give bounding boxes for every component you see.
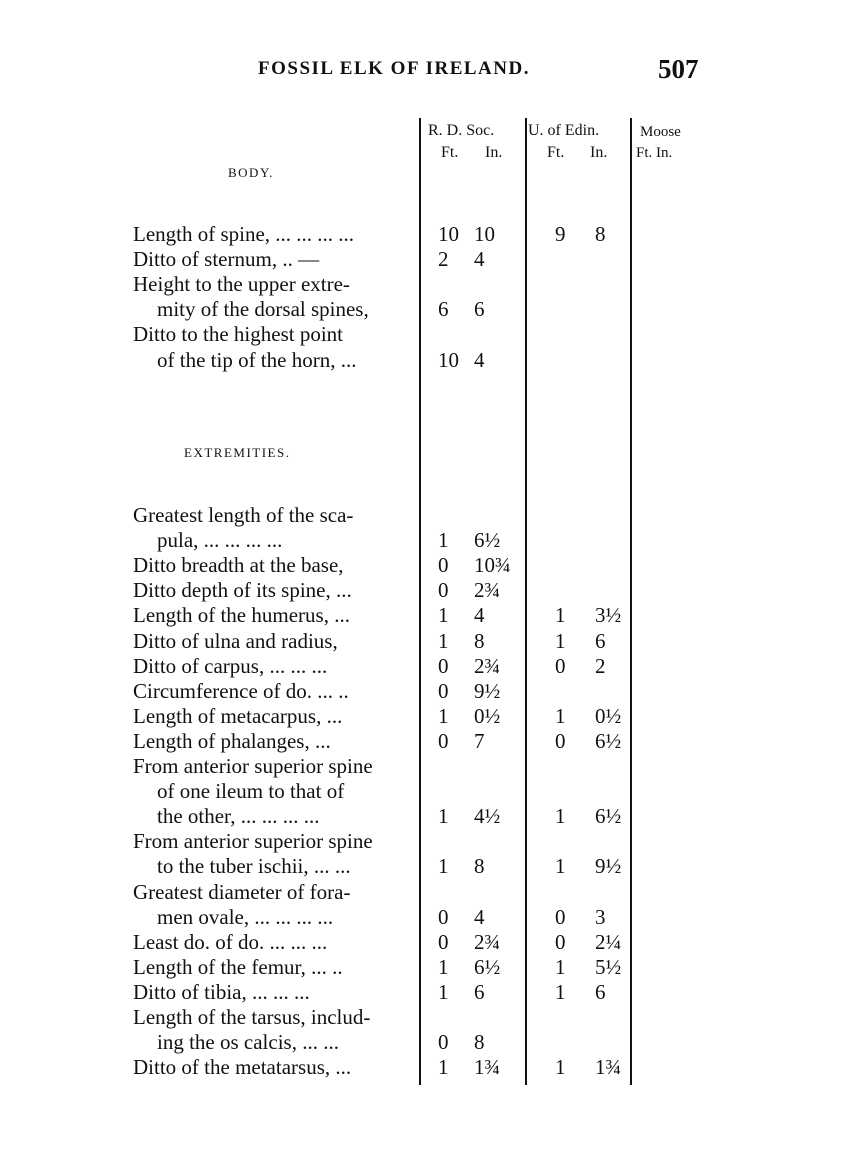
value-rd-in: 6	[474, 297, 485, 322]
value-rd-in: 8	[474, 854, 485, 879]
row-label: Ditto to the highest point	[133, 322, 343, 347]
value-ue-in: 1¾	[595, 1055, 622, 1080]
table-row	[0, 654, 850, 678]
table-row	[0, 905, 850, 929]
row-label: ing the os calcis, ... ...	[157, 1030, 339, 1055]
value-rd-ft: 0	[438, 1030, 449, 1055]
value-ue-ft: 1	[555, 1055, 566, 1080]
value-rd-ft: 10	[438, 222, 459, 246]
row-label: From anterior superior spine	[133, 754, 373, 778]
col-head-rd-in: In.	[485, 144, 503, 161]
value-ue-in: 0½	[595, 703, 622, 728]
value-rd-ft: 1	[438, 528, 449, 553]
table-row	[0, 553, 850, 577]
running-head: FOSSIL ELK OF IRELAND.	[258, 58, 530, 79]
table-row	[0, 247, 850, 271]
value-rd-in: 10¾	[474, 553, 511, 578]
row-label: to the tuber ischii, ... ...	[157, 854, 351, 879]
value-ue-in: 5½	[595, 954, 622, 979]
value-rd-in: 4	[474, 603, 485, 628]
value-rd-in: 9½	[474, 678, 501, 703]
value-rd-ft: 1	[438, 979, 449, 1004]
value-rd-in: 4	[474, 904, 485, 929]
value-rd-ft: 1	[438, 854, 449, 879]
table-row	[0, 779, 850, 803]
row-label: Ditto breadth at the base,	[133, 553, 344, 578]
table-row	[0, 503, 850, 527]
row-label: Ditto of tibia, ... ... ...	[133, 979, 310, 1004]
row-label: Length of metacarpus, ...	[133, 703, 343, 728]
row-label: Length of the humerus, ...	[133, 603, 350, 628]
col-head-u-edin: U. of Edin.	[528, 122, 600, 139]
value-rd-ft: 1	[438, 954, 449, 979]
row-label: From anterior superior spine	[133, 829, 373, 854]
table-row	[0, 679, 850, 703]
value-rd-in: 4½	[474, 804, 501, 829]
value-rd-in: 2¾	[474, 929, 501, 954]
value-rd-ft: 1	[438, 1055, 449, 1080]
row-label: Circumference of do. ... ..	[133, 678, 349, 703]
value-rd-ft: 1	[438, 628, 449, 653]
table-row	[0, 348, 850, 372]
value-ue-in: 3½	[595, 603, 622, 628]
table-row	[0, 854, 850, 878]
value-rd-ft: 6	[438, 297, 449, 322]
table-row	[0, 880, 850, 904]
value-rd-in: 6½	[474, 954, 501, 979]
value-rd-in: 2¾	[474, 578, 501, 603]
row-label: Length of the tarsus, includ-	[133, 1005, 371, 1029]
table-row	[0, 704, 850, 728]
value-ue-ft: 1	[555, 703, 566, 728]
row-label: Ditto of sternum, .. —	[133, 247, 320, 272]
table-row	[0, 980, 850, 1004]
value-ue-ft: 1	[555, 804, 566, 829]
table-row	[0, 1005, 850, 1029]
row-label: mity of the dorsal spines,	[157, 297, 369, 322]
table-row	[0, 1055, 850, 1079]
section-heading-body: BODY.	[228, 165, 274, 180]
value-ue-ft: 1	[555, 628, 566, 653]
col-head-rd-ft: Ft.	[441, 144, 459, 161]
col-head-moose-ft-in: Ft. In.	[636, 145, 673, 161]
row-label: Ditto depth of its spine, ...	[133, 578, 352, 603]
value-rd-ft: 1	[438, 804, 449, 829]
value-rd-in: 6½	[474, 528, 501, 553]
table-row	[0, 578, 850, 602]
value-ue-in: 9½	[595, 854, 622, 879]
table-row	[0, 955, 850, 979]
value-ue-in: 2	[595, 653, 606, 678]
value-ue-ft: 1	[555, 954, 566, 979]
row-label: Ditto of carpus, ... ... ...	[133, 653, 328, 678]
row-label: Ditto of ulna and radius,	[133, 628, 338, 653]
table-row	[0, 829, 850, 853]
value-ue-in: 6	[595, 979, 606, 1004]
value-ue-ft: 1	[555, 854, 566, 879]
value-rd-in: 8	[474, 628, 485, 653]
value-ue-ft: 0	[555, 728, 566, 753]
table-row	[0, 804, 850, 828]
value-ue-ft: 1	[555, 603, 566, 628]
value-ue-in: 8	[595, 222, 606, 246]
page-number: 507	[658, 54, 699, 84]
value-ue-in: 6	[595, 628, 606, 653]
value-rd-in: 4	[474, 247, 485, 272]
value-rd-ft: 1	[438, 703, 449, 728]
value-rd-in: 4	[474, 347, 485, 372]
value-rd-ft: 0	[438, 578, 449, 603]
value-ue-ft: 1	[555, 979, 566, 1004]
value-rd-ft: 2	[438, 247, 449, 272]
table-row	[0, 1030, 850, 1054]
table-row	[0, 297, 850, 321]
row-label: Greatest diameter of fora-	[133, 879, 351, 904]
row-label: pula, ... ... ... ...	[157, 528, 283, 553]
row-label: men ovale, ... ... ... ...	[157, 904, 334, 929]
value-ue-ft: 0	[555, 904, 566, 929]
col-head-ue-in: In.	[590, 144, 608, 161]
row-label: Ditto of the metatarsus, ...	[133, 1055, 352, 1080]
table-row	[0, 272, 850, 296]
row-label: Length of spine, ... ... ... ...	[133, 222, 355, 246]
row-label: Length of phalanges, ...	[133, 728, 331, 753]
table-row	[0, 603, 850, 627]
col-head-rd-soc: R. D. Soc.	[428, 122, 495, 139]
table-row	[0, 930, 850, 954]
value-rd-in: 0½	[474, 703, 501, 728]
value-rd-in: 1¾	[474, 1055, 501, 1080]
table-row	[0, 222, 850, 246]
value-ue-ft: 0	[555, 653, 566, 678]
row-label: Length of the femur, ... ..	[133, 954, 343, 979]
value-rd-ft: 0	[438, 929, 449, 954]
row-label: Height to the upper extre-	[133, 272, 350, 297]
table-row	[0, 754, 850, 778]
row-label: Least do. of do. ... ... ...	[133, 929, 328, 954]
value-rd-in: 7	[474, 728, 485, 753]
value-rd-ft: 1	[438, 603, 449, 628]
value-ue-in: 6½	[595, 728, 622, 753]
row-label: of the tip of the horn, ...	[157, 347, 357, 372]
col-head-moose: Moose	[640, 124, 681, 140]
table-row	[0, 729, 850, 753]
value-ue-in: 2¼	[595, 929, 622, 954]
value-rd-in: 2¾	[474, 653, 501, 678]
value-rd-in: 6	[474, 979, 485, 1004]
value-rd-ft: 0	[438, 728, 449, 753]
table-row	[0, 629, 850, 653]
value-ue-in: 6½	[595, 804, 622, 829]
row-label: the other, ... ... ... ...	[157, 804, 320, 829]
value-rd-ft: 0	[438, 904, 449, 929]
value-rd-ft: 0	[438, 553, 449, 578]
value-rd-ft: 10	[438, 347, 459, 372]
section-heading-extremities: EXTREMITIES.	[184, 445, 291, 460]
value-rd-in: 8	[474, 1030, 485, 1055]
value-ue-ft: 0	[555, 929, 566, 954]
table-row	[0, 528, 850, 552]
value-ue-ft: 9	[555, 222, 566, 246]
value-rd-ft: 0	[438, 678, 449, 703]
value-rd-ft: 0	[438, 653, 449, 678]
value-ue-in: 3	[595, 904, 606, 929]
col-head-ue-ft: Ft.	[547, 144, 565, 161]
row-label: Greatest length of the sca-	[133, 503, 354, 527]
value-rd-in: 10	[474, 222, 495, 246]
table-row	[0, 322, 850, 346]
row-label: of one ileum to that of	[157, 779, 345, 804]
